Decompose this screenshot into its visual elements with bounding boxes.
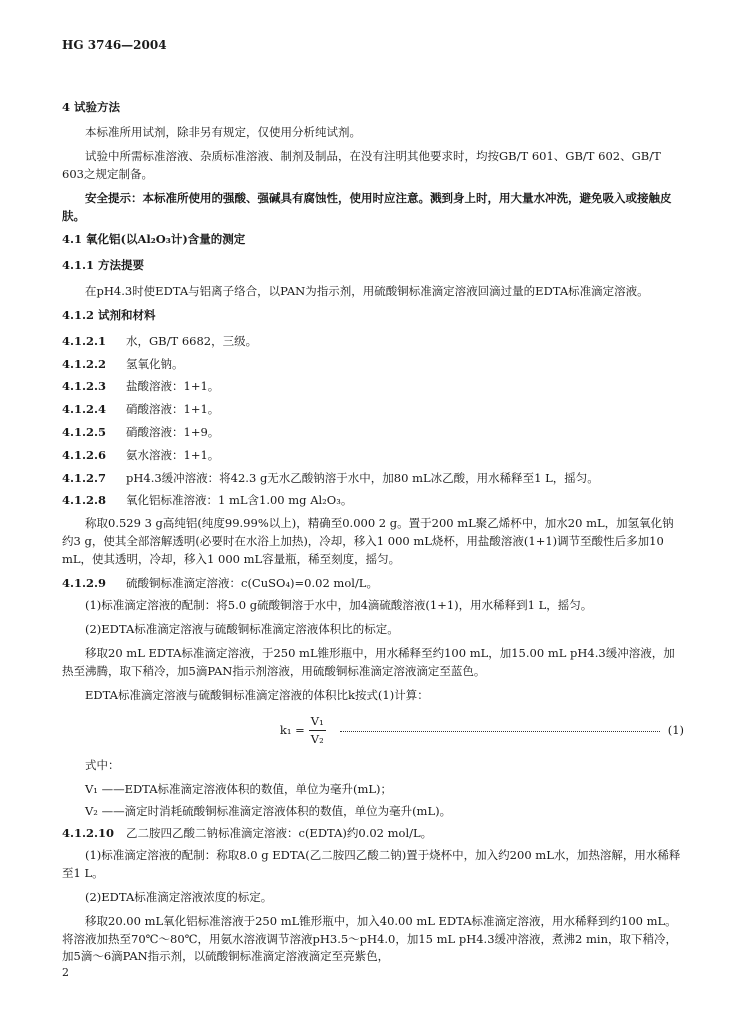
- formula-leader-dots: [340, 730, 660, 732]
- reagent-text: 水，GB/T 6682，三级。: [126, 333, 258, 348]
- formula-1: [62, 713, 684, 750]
- reagent-item: [62, 401, 684, 419]
- reagent-item: [62, 378, 684, 396]
- reagent-number: 4.1.2.8: [62, 493, 107, 508]
- formula-lhs: k₁ =: [279, 722, 305, 737]
- ratio-fraction: [280, 713, 326, 750]
- reagent-text: pH4.3缓冲溶液：将42.3 g无水乙酸钠溶于水中，加80 mL冰乙酸，用水稀释至1 L，摇匀。: [126, 470, 599, 485]
- alumina-standard-preparation: 称取0.529 3 g高纯铝(纯度99.99%以上)，精确至0.000 2 g。置于200 mL聚乙烯杯中，加水20 mL，加氢氧化钠约3 g，使其全部溶解透明(必要时在水浴上加热)，冷却，移入1 000 mL烧杯，用盐酸溶液(1+1)调节至酸性后多加10 mL，使其透明，冷却，移入1 000 mL容量瓶，稀至刻度，摇匀。: [62, 516, 674, 566]
- reagent-list: [62, 333, 684, 511]
- standard-code-header: HG 3746—2004: [62, 38, 167, 52]
- variable-definition: V₁ ——EDTA标准滴定溶液体积的数值，单位为毫升(mL)；: [85, 781, 393, 796]
- reagent-text: 氢氧化钠。: [126, 356, 184, 371]
- where-label: 式中：: [85, 758, 120, 773]
- reagent-text: 硝酸溶液：1+1。: [126, 402, 220, 417]
- document-page: [62, 36, 684, 972]
- reagent-text: 硝酸溶液：1+9。: [126, 424, 220, 439]
- reagent-number: 4.1.2.1: [62, 333, 107, 348]
- reagent-number: 4.1.2.6: [62, 447, 107, 462]
- page-number: 2: [62, 966, 69, 979]
- reagent-text: 盐酸溶液：1+1。: [126, 379, 220, 394]
- reagent-number: 4.1.2.10: [62, 825, 115, 840]
- section-4-heading: 4 试验方法: [62, 99, 121, 114]
- intro-paragraph-1: 本标准所用试剂，除非另有规定，仅使用分析纯试剂。: [85, 125, 361, 140]
- edta-prep-step-1: (1)标准滴定溶液的配制：称取8.0 g EDTA(乙二胺四乙酸二钠)置于烧杯中，加入约200 mL水，加热溶解，用水稀释至1 L。: [62, 848, 681, 881]
- edta-prep-step-2: (2)EDTA标准滴定溶液浓度的标定。: [85, 890, 273, 905]
- reagent-item-copper-sulfate: [62, 575, 684, 593]
- copper-prep-step-1: (1)标准滴定溶液的配制：将5.0 g硫酸铜溶于水中，加4滴硫酸溶液(1+1)，用水稀释到1 L，摇匀。: [85, 598, 593, 613]
- copper-calibration-text: 移取20 mL EDTA标准滴定溶液，于250 mL锥形瓶中，用水稀释至约100 mL，加15.00 mL pH4.3缓冲溶液，加热至沸腾，取下稍冷，加5滴PAN指示剂溶液，用硫酸铜标准滴定溶液滴定至蓝色。: [62, 646, 675, 678]
- reagent-item: [62, 492, 684, 510]
- formula-denominator: V₂: [310, 732, 324, 747]
- reagent-number: 4.1.2.3: [62, 379, 107, 394]
- edta-calibration-text: 移取20.00 mL氧化铝标准溶液于250 mL锥形瓶中，加入40.00 mL EDTA标准滴定溶液，用水稀释到约100 mL。将溶液加热至70℃～80℃，用氨水溶液调节溶液pH3.5～pH4.0，加15 mL pH4.3缓冲溶液，煮沸2 min，取下稍冷，加5滴～6滴PAN指示剂，以硫酸铜标准滴定溶液滴定至亮紫色，: [62, 913, 677, 964]
- variable-definitions: [62, 781, 684, 821]
- reagent-text: 乙二胺四乙酸二钠标准滴定溶液：c(EDTA)约0.02 mol/L。: [126, 825, 433, 840]
- reagent-number: 4.1.2.4: [62, 402, 107, 417]
- reagent-number: 4.1.2.7: [62, 470, 107, 485]
- section-4-1-2-heading: 4.1.2 试剂和材料: [62, 307, 156, 322]
- volume-ratio-text: EDTA标准滴定溶液与硫酸铜标准滴定溶液的体积比k按式(1)计算：: [85, 687, 429, 702]
- safety-notice: 安全提示：本标准所使用的强酸、强碱具有腐蚀性，使用时应注意。溅到身上时，用大量水冲洗，避免吸入或接触皮肤。: [62, 190, 672, 223]
- copper-prep-step-2: (2)EDTA标准滴定溶液与硫酸铜标准滴定溶液体积比的标定。: [85, 622, 399, 637]
- reagent-text: 氨水溶液：1+1。: [126, 447, 220, 462]
- formula-number: (1): [667, 722, 684, 737]
- reagent-item-edta: [62, 825, 684, 843]
- reagent-item: [62, 424, 684, 442]
- intro-paragraph-2: 试验中所需标准溶液、杂质标准溶液、制剂及制品，在没有注明其他要求时，均按GB/T 601、GB/T 602、GB/T 603之规定制备。: [62, 149, 661, 182]
- reagent-item: [62, 447, 684, 465]
- reagent-text: 硫酸铜标准滴定溶液：c(CuSO₄)=0.02 mol/L。: [126, 575, 378, 590]
- section-4-1-1-heading: 4.1.1 方法提要: [62, 258, 145, 273]
- reagent-item: [62, 470, 684, 488]
- section-4-1-heading: 4.1 氧化铝(以Al₂O₃计)含量的测定: [62, 232, 246, 247]
- reagent-item: [62, 356, 684, 374]
- reagent-number: 4.1.2.9: [62, 575, 107, 590]
- variable-definition: V₂ ——滴定时消耗硫酸铜标准滴定溶液体积的数值，单位为毫升(mL)。: [85, 803, 452, 818]
- reagent-item: [62, 333, 684, 351]
- reagent-text: 氧化铝标准溶液：1 mL含1.00 mg Al₂O₃。: [126, 493, 353, 508]
- reagent-number: 4.1.2.5: [62, 424, 107, 439]
- formula-numerator: V₁: [309, 713, 326, 732]
- reagent-number: 4.1.2.2: [62, 356, 107, 371]
- method-summary-text: 在pH4.3时使EDTA与铝离子络合，以PAN为指示剂，用硫酸铜标准滴定溶液回滴过量的EDTA标准滴定溶液。: [85, 284, 649, 299]
